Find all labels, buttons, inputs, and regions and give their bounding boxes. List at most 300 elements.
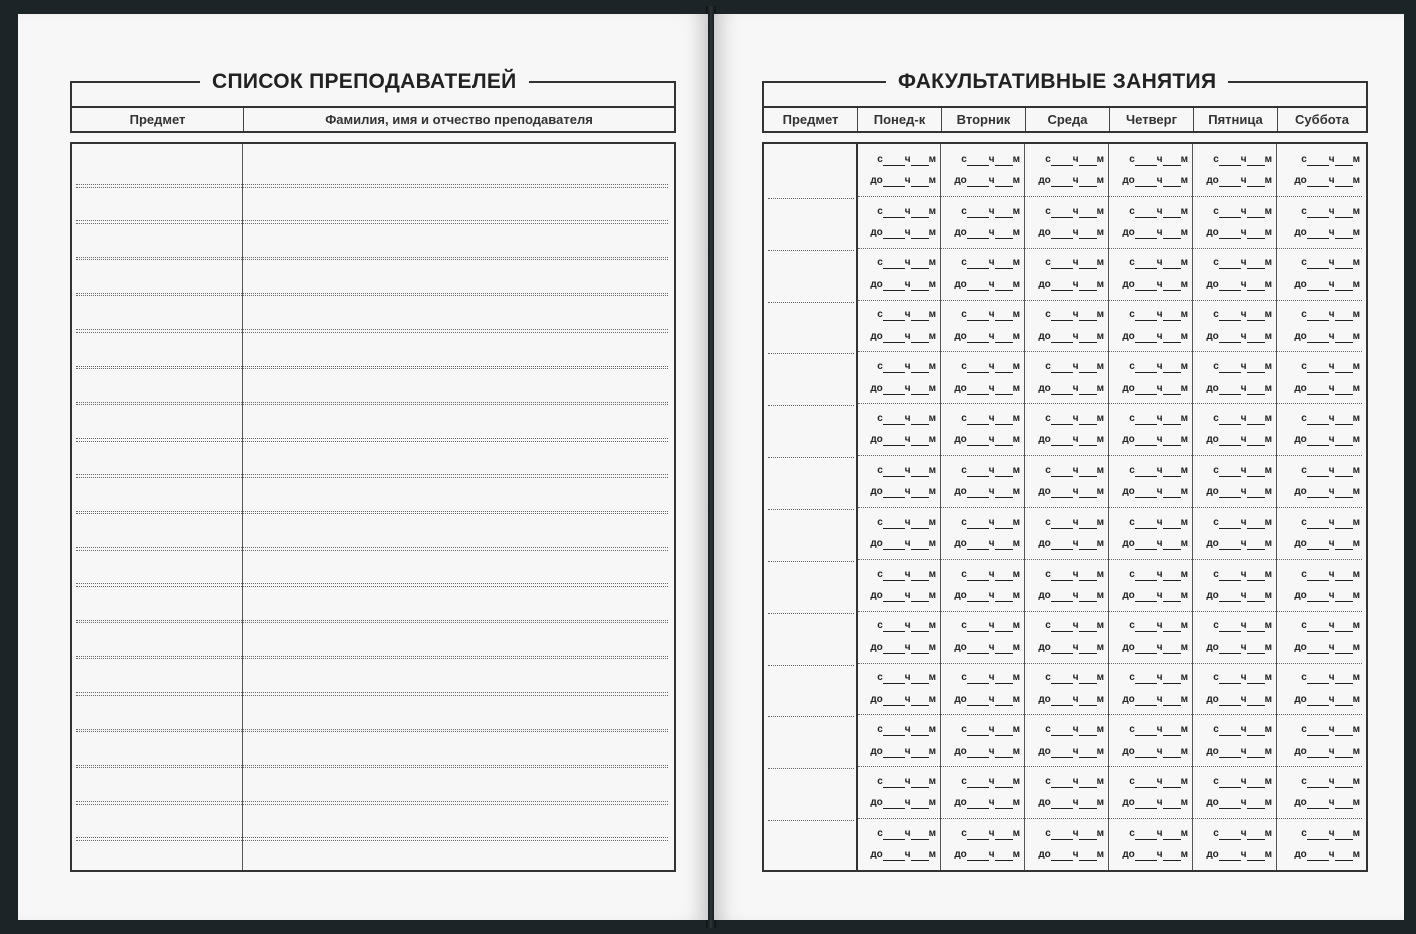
time-line: с ч м — [1213, 516, 1272, 528]
time-line: с ч м — [1045, 775, 1104, 787]
header-subject: Предмет — [72, 108, 244, 131]
time-line: до ч м — [1038, 641, 1104, 653]
time-line: с ч м — [1213, 827, 1272, 839]
time-line: с ч м — [1129, 620, 1188, 632]
time-cell — [1026, 559, 1108, 611]
time-cell — [1278, 714, 1364, 766]
time-line: с ч м — [961, 724, 1020, 736]
time-line: с ч м — [961, 568, 1020, 580]
writing-line — [76, 438, 668, 439]
time-line: с ч м — [1301, 568, 1360, 580]
time-line: с ч м — [1045, 827, 1104, 839]
time-line: с ч м — [1045, 205, 1104, 217]
time-line: с ч м — [877, 516, 936, 528]
time-line: с ч м — [1129, 827, 1188, 839]
time-line: с ч м — [877, 412, 936, 424]
left-header-box — [70, 81, 676, 133]
time-line: до ч м — [1038, 175, 1104, 187]
time-line: с ч м — [961, 775, 1020, 787]
time-line: до ч м — [870, 330, 936, 342]
time-line: с ч м — [961, 153, 1020, 165]
time-cell — [1110, 248, 1192, 300]
time-cell — [942, 351, 1024, 403]
time-cell — [942, 248, 1024, 300]
time-cell — [858, 507, 940, 559]
time-cell — [1278, 507, 1364, 559]
time-cell — [1026, 714, 1108, 766]
time-line: до ч м — [1206, 382, 1272, 394]
time-line: с ч м — [1045, 464, 1104, 476]
time-cell — [1026, 611, 1108, 663]
time-cell — [1026, 507, 1108, 559]
time-line: с ч м — [1213, 724, 1272, 736]
time-line: с ч м — [961, 620, 1020, 632]
time-line: с ч м — [1045, 361, 1104, 373]
writing-line — [76, 765, 668, 766]
writing-line — [76, 840, 668, 841]
writing-line — [76, 293, 668, 294]
time-line: до ч м — [1206, 745, 1272, 757]
time-cell — [1194, 248, 1276, 300]
writing-line — [76, 801, 668, 802]
writing-line — [76, 223, 668, 224]
time-cell — [942, 144, 1024, 196]
time-line: до ч м — [870, 486, 936, 498]
time-line: с ч м — [1213, 412, 1272, 424]
time-cell — [1194, 818, 1276, 870]
time-line: до ч м — [1294, 797, 1360, 809]
time-cell — [1110, 351, 1192, 403]
time-cell — [942, 403, 1024, 455]
time-cell — [942, 663, 1024, 715]
writing-line — [76, 692, 668, 693]
time-line: до ч м — [870, 589, 936, 601]
time-line: с ч м — [1301, 205, 1360, 217]
time-line: с ч м — [1213, 775, 1272, 787]
time-cell — [942, 559, 1024, 611]
time-line: с ч м — [1045, 620, 1104, 632]
time-line: с ч м — [877, 620, 936, 632]
time-line: до ч м — [1122, 382, 1188, 394]
subject-line — [768, 613, 854, 614]
time-cell — [1194, 351, 1276, 403]
writing-line — [76, 404, 668, 405]
time-line: до ч м — [870, 382, 936, 394]
time-line: с ч м — [961, 672, 1020, 684]
time-cell — [1026, 818, 1108, 870]
time-line: до ч м — [870, 849, 936, 861]
time-line: до ч м — [1294, 538, 1360, 550]
time-cell — [1110, 611, 1192, 663]
time-line: до ч м — [954, 330, 1020, 342]
writing-line — [76, 695, 668, 696]
time-line: до ч м — [1294, 693, 1360, 705]
time-line: до ч м — [1122, 538, 1188, 550]
time-line: до ч м — [1294, 745, 1360, 757]
time-line: до ч м — [1294, 589, 1360, 601]
time-cell — [942, 196, 1024, 248]
time-line: с ч м — [961, 257, 1020, 269]
time-line: с ч м — [1213, 309, 1272, 321]
time-line: с ч м — [1129, 775, 1188, 787]
header-day-2: Вторник — [942, 108, 1026, 131]
time-cell — [858, 455, 940, 507]
time-cell — [1026, 766, 1108, 818]
time-cell — [1278, 611, 1364, 663]
time-line: до ч м — [1294, 382, 1360, 394]
time-line: до ч м — [1294, 330, 1360, 342]
time-line: с ч м — [1301, 672, 1360, 684]
writing-line — [76, 620, 668, 621]
time-line: до ч м — [1206, 278, 1272, 290]
time-cell — [1194, 455, 1276, 507]
time-cell — [1110, 818, 1192, 870]
time-line: до ч м — [1038, 330, 1104, 342]
time-cell — [1278, 403, 1364, 455]
right-page-title: ФАКУЛЬТАТИВНЫЕ ЗАНЯТИЯ — [898, 70, 1217, 93]
time-cell — [942, 818, 1024, 870]
time-cell — [858, 663, 940, 715]
time-cell — [858, 714, 940, 766]
time-line: с ч м — [1129, 412, 1188, 424]
time-line: до ч м — [1206, 693, 1272, 705]
time-line: до ч м — [1122, 226, 1188, 238]
time-cell — [1278, 300, 1364, 352]
time-cell — [858, 766, 940, 818]
time-line: до ч м — [1206, 589, 1272, 601]
time-line: с ч м — [1213, 205, 1272, 217]
time-line: с ч м — [877, 568, 936, 580]
time-cell — [858, 818, 940, 870]
time-cell — [1194, 559, 1276, 611]
time-line: до ч м — [1122, 589, 1188, 601]
time-cell — [1278, 351, 1364, 403]
time-line: до ч м — [1122, 693, 1188, 705]
time-cell — [1110, 714, 1192, 766]
time-cell — [1026, 351, 1108, 403]
time-line: с ч м — [1213, 672, 1272, 684]
time-line: с ч м — [1129, 464, 1188, 476]
time-line: с ч м — [1301, 620, 1360, 632]
time-line: до ч м — [1038, 849, 1104, 861]
time-line: до ч м — [1038, 226, 1104, 238]
time-line: до ч м — [1294, 641, 1360, 653]
time-line: с ч м — [1301, 361, 1360, 373]
time-cell — [1194, 300, 1276, 352]
time-cell — [1278, 248, 1364, 300]
header-teacher-name: Фамилия, имя и отчество преподавателя — [325, 112, 593, 127]
time-cell — [942, 766, 1024, 818]
time-line: с ч м — [961, 205, 1020, 217]
time-line: с ч м — [877, 724, 936, 736]
time-line: с ч м — [1213, 464, 1272, 476]
writing-line — [76, 332, 668, 333]
time-cell — [1110, 196, 1192, 248]
writing-line — [76, 259, 668, 260]
time-line: с ч м — [877, 205, 936, 217]
time-line: с ч м — [1045, 309, 1104, 321]
time-line: до ч м — [1038, 589, 1104, 601]
time-line: с ч м — [1045, 412, 1104, 424]
time-cell — [942, 300, 1024, 352]
time-cell — [1278, 455, 1364, 507]
time-line: до ч м — [1294, 226, 1360, 238]
writing-line — [76, 547, 668, 548]
time-line: с ч м — [877, 257, 936, 269]
time-line: до ч м — [954, 175, 1020, 187]
time-line: с ч м — [1301, 827, 1360, 839]
time-line: с ч м — [1213, 568, 1272, 580]
writing-line — [76, 837, 668, 838]
time-line: до ч м — [1122, 486, 1188, 498]
time-line: до ч м — [1206, 641, 1272, 653]
time-cell — [1194, 611, 1276, 663]
subject-line — [768, 820, 854, 821]
time-line: до ч м — [1206, 849, 1272, 861]
time-line: с ч м — [1301, 309, 1360, 321]
time-cell — [1110, 403, 1192, 455]
time-line: до ч м — [1122, 797, 1188, 809]
time-cell — [1110, 559, 1192, 611]
time-line: с ч м — [1301, 516, 1360, 528]
time-cell — [858, 351, 940, 403]
writing-line — [76, 586, 668, 587]
electives-table — [762, 142, 1368, 872]
time-cell — [1110, 144, 1192, 196]
time-line: до ч м — [870, 278, 936, 290]
time-cell — [1194, 144, 1276, 196]
header-day-4: Четверг — [1110, 108, 1194, 131]
time-line: до ч м — [1294, 849, 1360, 861]
time-line: до ч м — [1038, 434, 1104, 446]
subject-line — [768, 405, 854, 406]
subject-line — [768, 198, 854, 199]
time-line: до ч м — [1122, 330, 1188, 342]
time-cell — [1026, 663, 1108, 715]
time-line: с ч м — [877, 775, 936, 787]
time-line: с ч м — [1301, 153, 1360, 165]
subject-line — [768, 716, 854, 717]
writing-line — [76, 767, 668, 768]
time-line: до ч м — [954, 693, 1020, 705]
time-line: с ч м — [1213, 620, 1272, 632]
time-cell — [1278, 196, 1364, 248]
time-line: с ч м — [1213, 361, 1272, 373]
subject-line — [768, 665, 854, 666]
time-cell — [942, 507, 1024, 559]
time-cell — [1026, 455, 1108, 507]
left-page — [18, 14, 708, 920]
time-cell — [1194, 403, 1276, 455]
time-line: с ч м — [1301, 412, 1360, 424]
time-line: до ч м — [870, 797, 936, 809]
writing-line — [76, 731, 668, 732]
time-line: с ч м — [1213, 153, 1272, 165]
time-cell — [1194, 766, 1276, 818]
time-cell — [1194, 714, 1276, 766]
time-line: до ч м — [954, 486, 1020, 498]
header-day-3: Среда — [1026, 108, 1110, 131]
time-line: с ч м — [961, 516, 1020, 528]
time-cell — [1278, 818, 1364, 870]
writing-line — [76, 329, 668, 330]
writing-line — [76, 184, 668, 185]
writing-line — [76, 550, 668, 551]
time-cell — [1026, 403, 1108, 455]
header-day-0: Предмет — [764, 108, 858, 131]
time-line: до ч м — [954, 434, 1020, 446]
header-day-6: Суббота — [1295, 112, 1349, 127]
header-day-1: Понед-к — [858, 108, 942, 131]
header-day-5: Пятница — [1194, 108, 1278, 131]
time-line: до ч м — [1122, 278, 1188, 290]
writing-line — [76, 220, 668, 221]
time-line: до ч м — [1038, 693, 1104, 705]
time-line: с ч м — [1045, 724, 1104, 736]
time-line: с ч м — [1129, 516, 1188, 528]
time-line: до ч м — [1038, 278, 1104, 290]
time-line: до ч м — [954, 849, 1020, 861]
time-line: с ч м — [1129, 672, 1188, 684]
time-line: до ч м — [1206, 226, 1272, 238]
time-line: до ч м — [870, 745, 936, 757]
time-cell — [1110, 766, 1192, 818]
time-cell — [942, 611, 1024, 663]
time-line: до ч м — [954, 538, 1020, 550]
time-line: до ч м — [870, 693, 936, 705]
time-line: с ч м — [877, 153, 936, 165]
time-line: с ч м — [1301, 257, 1360, 269]
time-line: до ч м — [1122, 175, 1188, 187]
time-line: до ч м — [1294, 175, 1360, 187]
time-line: до ч м — [1206, 538, 1272, 550]
left-header-row — [70, 106, 676, 133]
time-line: с ч м — [1045, 257, 1104, 269]
time-line: до ч м — [954, 589, 1020, 601]
time-line: до ч м — [954, 226, 1020, 238]
teachers-table — [70, 142, 676, 872]
time-line: с ч м — [1301, 464, 1360, 476]
time-line: с ч м — [1129, 309, 1188, 321]
time-line: до ч м — [1122, 745, 1188, 757]
time-line: до ч м — [1206, 797, 1272, 809]
time-line: до ч м — [1122, 434, 1188, 446]
time-line: до ч м — [1206, 486, 1272, 498]
subject-line — [768, 561, 854, 562]
time-line: до ч м — [1122, 849, 1188, 861]
time-line: до ч м — [954, 278, 1020, 290]
time-cell — [1278, 663, 1364, 715]
time-line: с ч м — [1129, 568, 1188, 580]
time-line: с ч м — [1045, 672, 1104, 684]
time-line: до ч м — [1294, 278, 1360, 290]
right-header-row — [762, 106, 1368, 133]
writing-line — [76, 622, 668, 623]
time-line: с ч м — [1129, 361, 1188, 373]
time-cell — [1110, 300, 1192, 352]
right-page — [714, 14, 1404, 920]
time-line: с ч м — [1045, 153, 1104, 165]
time-cell — [858, 403, 940, 455]
subject-line — [768, 768, 854, 769]
time-line: до ч м — [1038, 382, 1104, 394]
time-line: до ч м — [1038, 797, 1104, 809]
time-line: до ч м — [870, 226, 936, 238]
time-line: до ч м — [1122, 641, 1188, 653]
time-cell — [1026, 300, 1108, 352]
left-page-title: СПИСОК ПРЕПОДАВАТЕЛЕЙ — [212, 70, 517, 93]
time-line: с ч м — [877, 361, 936, 373]
writing-line — [76, 511, 668, 512]
time-line: до ч м — [954, 382, 1020, 394]
subject-line — [768, 509, 854, 510]
time-cell — [858, 248, 940, 300]
writing-line — [76, 656, 668, 657]
writing-line — [76, 257, 668, 258]
time-line: с ч м — [961, 361, 1020, 373]
time-cell — [1194, 663, 1276, 715]
time-cell — [858, 300, 940, 352]
right-header-box — [762, 81, 1368, 133]
writing-line — [76, 804, 668, 805]
time-line: с ч м — [1213, 257, 1272, 269]
time-line: с ч м — [877, 464, 936, 476]
time-cell — [1026, 196, 1108, 248]
time-line: до ч м — [1038, 745, 1104, 757]
time-line: с ч м — [1129, 724, 1188, 736]
time-line: с ч м — [1045, 568, 1104, 580]
writing-line — [76, 187, 668, 188]
time-line: до ч м — [870, 641, 936, 653]
time-cell — [858, 196, 940, 248]
time-line: до ч м — [1206, 434, 1272, 446]
writing-line — [76, 366, 668, 367]
time-cell — [942, 455, 1024, 507]
time-line: с ч м — [1301, 775, 1360, 787]
time-line: до ч м — [1038, 486, 1104, 498]
writing-line — [76, 658, 668, 659]
writing-line — [76, 295, 668, 296]
time-cell — [1194, 507, 1276, 559]
time-line: с ч м — [877, 309, 936, 321]
time-line: до ч м — [954, 641, 1020, 653]
time-line: с ч м — [961, 412, 1020, 424]
time-line: с ч м — [961, 827, 1020, 839]
time-cell — [942, 714, 1024, 766]
writing-line — [76, 402, 668, 403]
time-cell — [1110, 507, 1192, 559]
time-line: до ч м — [954, 797, 1020, 809]
column-divider — [242, 144, 243, 870]
time-line: до ч м — [870, 538, 936, 550]
time-cell — [858, 559, 940, 611]
time-cell — [858, 611, 940, 663]
time-line: с ч м — [1129, 257, 1188, 269]
writing-line — [76, 513, 668, 514]
subject-line — [768, 353, 854, 354]
time-line: до ч м — [1038, 538, 1104, 550]
time-line: до ч м — [1206, 330, 1272, 342]
time-line: с ч м — [877, 672, 936, 684]
time-line: с ч м — [1129, 205, 1188, 217]
time-cell — [1110, 455, 1192, 507]
writing-line — [76, 729, 668, 730]
time-cell — [1278, 766, 1364, 818]
time-line: с ч м — [1045, 516, 1104, 528]
time-cell — [1026, 248, 1108, 300]
time-line: до ч м — [1294, 486, 1360, 498]
time-line: до ч м — [954, 745, 1020, 757]
